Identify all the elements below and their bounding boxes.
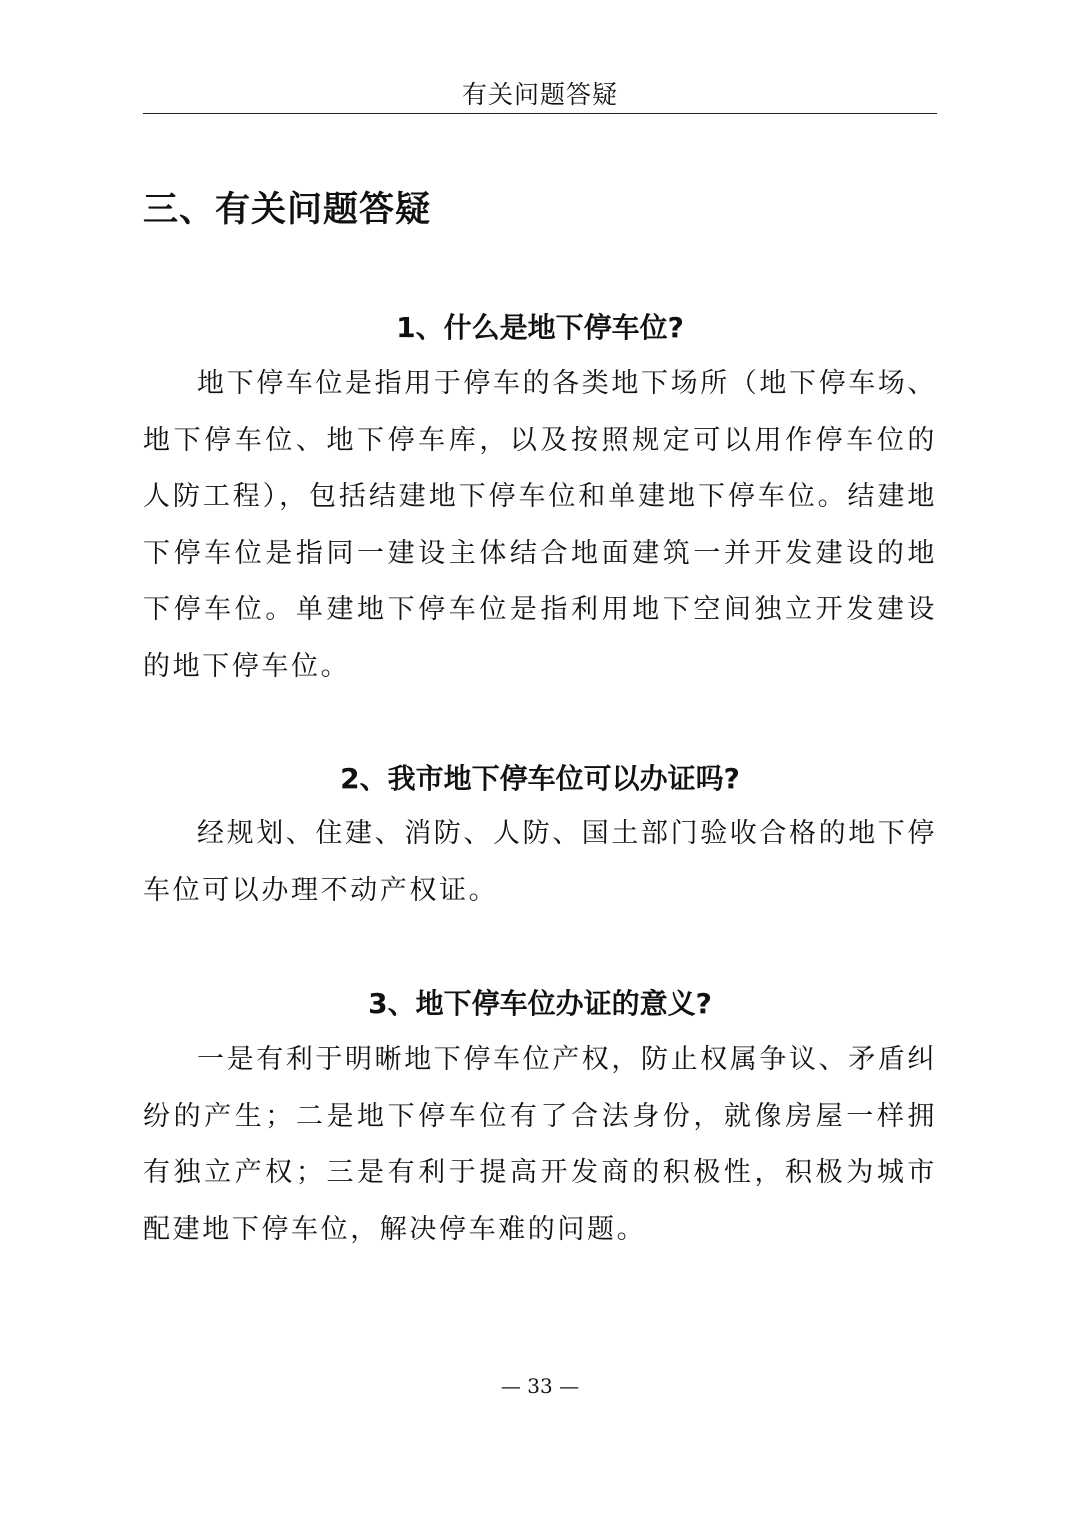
header-rule [143, 113, 937, 114]
question-2-heading: 2、我市地下停车位可以办证吗? [340, 762, 740, 795]
question-3-answer: 一是有利于明晰地下停车位产权，防止权属争议、矛盾纠纷的产生；二是地下停车位有了合法身份，就像房屋一样拥有独立产权；三是有利于提高开发商的积极性，积极为城市配建地下停车位，解决停车难的问题。 [143, 1044, 937, 1245]
question-1-answer: 地下停车位是指用于停车的各类地下场所（地下停车场、地下停车位、地下停车库，以及按照规定可以用作停车位的人防工程），包括结建地下停车位和单建地下停车位。结建地下停车位是指同一建设主体结合地面建筑一并开发建设的地下停车位。单建地下停车位是指利用地下空间独立开发建设的地下停车位。 [143, 368, 937, 682]
question-3-heading: 3、地下停车位办证的意义? [368, 987, 712, 1020]
running-header: 有关问题答疑 [461, 80, 618, 109]
question-1-heading: 1、什么是地下停车位? [396, 311, 684, 344]
question-2-answer: 经规划、住建、消防、人防、国土部门验收合格的地下停车位可以办理不动产权证。 [143, 818, 937, 906]
section-title: 三、有关问题答疑 [143, 190, 432, 230]
page-number: — 33 — [500, 1374, 580, 1398]
